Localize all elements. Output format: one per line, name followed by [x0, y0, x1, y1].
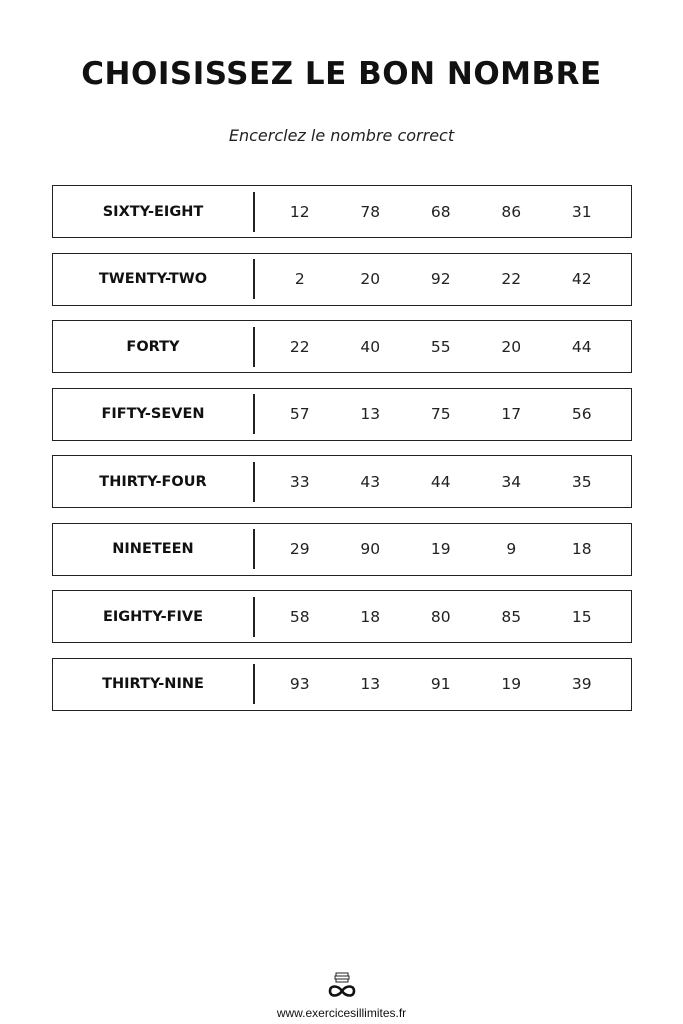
number-option[interactable]: 90 [360, 540, 381, 558]
number-options [255, 540, 632, 558]
number-option[interactable]: 18 [360, 607, 381, 626]
number-option[interactable]: 20 [360, 270, 381, 288]
number-option[interactable]: 22 [501, 270, 522, 288]
number-option[interactable]: 86 [501, 202, 522, 221]
instruction-text: Encerclez le nombre correct [228, 126, 455, 145]
number-option[interactable]: 85 [501, 607, 522, 626]
number-option[interactable]: 33 [289, 472, 310, 491]
exercise-row [52, 185, 632, 238]
number-option[interactable]: 22 [289, 337, 310, 356]
exercise-table [52, 185, 632, 725]
number-options [255, 203, 632, 221]
number-option[interactable]: 44 [430, 472, 451, 491]
number-option[interactable]: 31 [571, 202, 592, 221]
number-option[interactable]: 93 [289, 675, 310, 693]
number-option[interactable]: 75 [430, 405, 451, 423]
exercise-row [52, 388, 632, 441]
number-option[interactable]: 55 [430, 337, 451, 356]
number-option[interactable]: 40 [360, 337, 381, 356]
number-word: TWENTY-TWO [98, 271, 208, 287]
exercise-row [52, 658, 632, 711]
number-option[interactable]: 19 [430, 540, 451, 558]
number-option[interactable]: 43 [360, 472, 381, 491]
number-word: THIRTY-FOUR [99, 473, 207, 490]
books-infinity-icon [325, 972, 359, 1000]
exercise-row [52, 253, 632, 306]
number-option[interactable]: 18 [571, 540, 592, 558]
number-option[interactable]: 92 [430, 270, 451, 288]
number-options [255, 675, 632, 693]
number-option[interactable]: 44 [571, 337, 592, 356]
number-option[interactable]: 56 [571, 405, 592, 423]
number-option[interactable]: 91 [430, 675, 451, 693]
number-option[interactable]: 15 [571, 607, 592, 626]
number-option[interactable]: 39 [571, 675, 592, 693]
exercise-row [52, 590, 632, 643]
number-word: EIGHTY-FIVE [102, 608, 204, 625]
number-option[interactable]: 17 [501, 405, 522, 423]
number-option[interactable]: 58 [289, 607, 310, 626]
page-title: CHOISISSEZ LE BON NOMBRE [81, 56, 602, 92]
number-option[interactable]: 42 [571, 270, 592, 288]
number-option[interactable]: 13 [360, 675, 381, 693]
exercise-row [52, 455, 632, 508]
number-options [255, 270, 632, 288]
number-options [255, 405, 632, 423]
number-option[interactable]: 13 [360, 405, 381, 423]
number-word: THIRTY-NINE [102, 676, 204, 692]
number-options [255, 338, 632, 356]
number-option[interactable]: 57 [289, 405, 310, 423]
number-option[interactable]: 34 [501, 472, 522, 491]
website-url: www.exercicesillimites.fr [276, 1006, 407, 1020]
number-options [255, 473, 632, 491]
number-option[interactable]: 35 [571, 472, 592, 491]
exercise-row [52, 320, 632, 373]
number-option[interactable]: 2 [294, 270, 305, 288]
exercise-row [52, 523, 632, 576]
number-option[interactable]: 29 [289, 540, 310, 558]
number-option[interactable]: 9 [506, 540, 517, 558]
number-option[interactable]: 68 [430, 202, 451, 221]
number-option[interactable]: 19 [501, 675, 522, 693]
number-word: FORTY [126, 338, 180, 355]
number-word: FIFTY-SEVEN [101, 406, 205, 422]
number-option[interactable]: 20 [501, 337, 522, 356]
number-word: SIXTY-EIGHT [102, 203, 204, 220]
page-footer [0, 972, 683, 1020]
number-option[interactable]: 80 [430, 607, 451, 626]
number-option[interactable]: 12 [289, 202, 310, 221]
number-word: NINETEEN [112, 541, 194, 557]
number-option[interactable]: 78 [360, 202, 381, 221]
number-options [255, 608, 632, 626]
